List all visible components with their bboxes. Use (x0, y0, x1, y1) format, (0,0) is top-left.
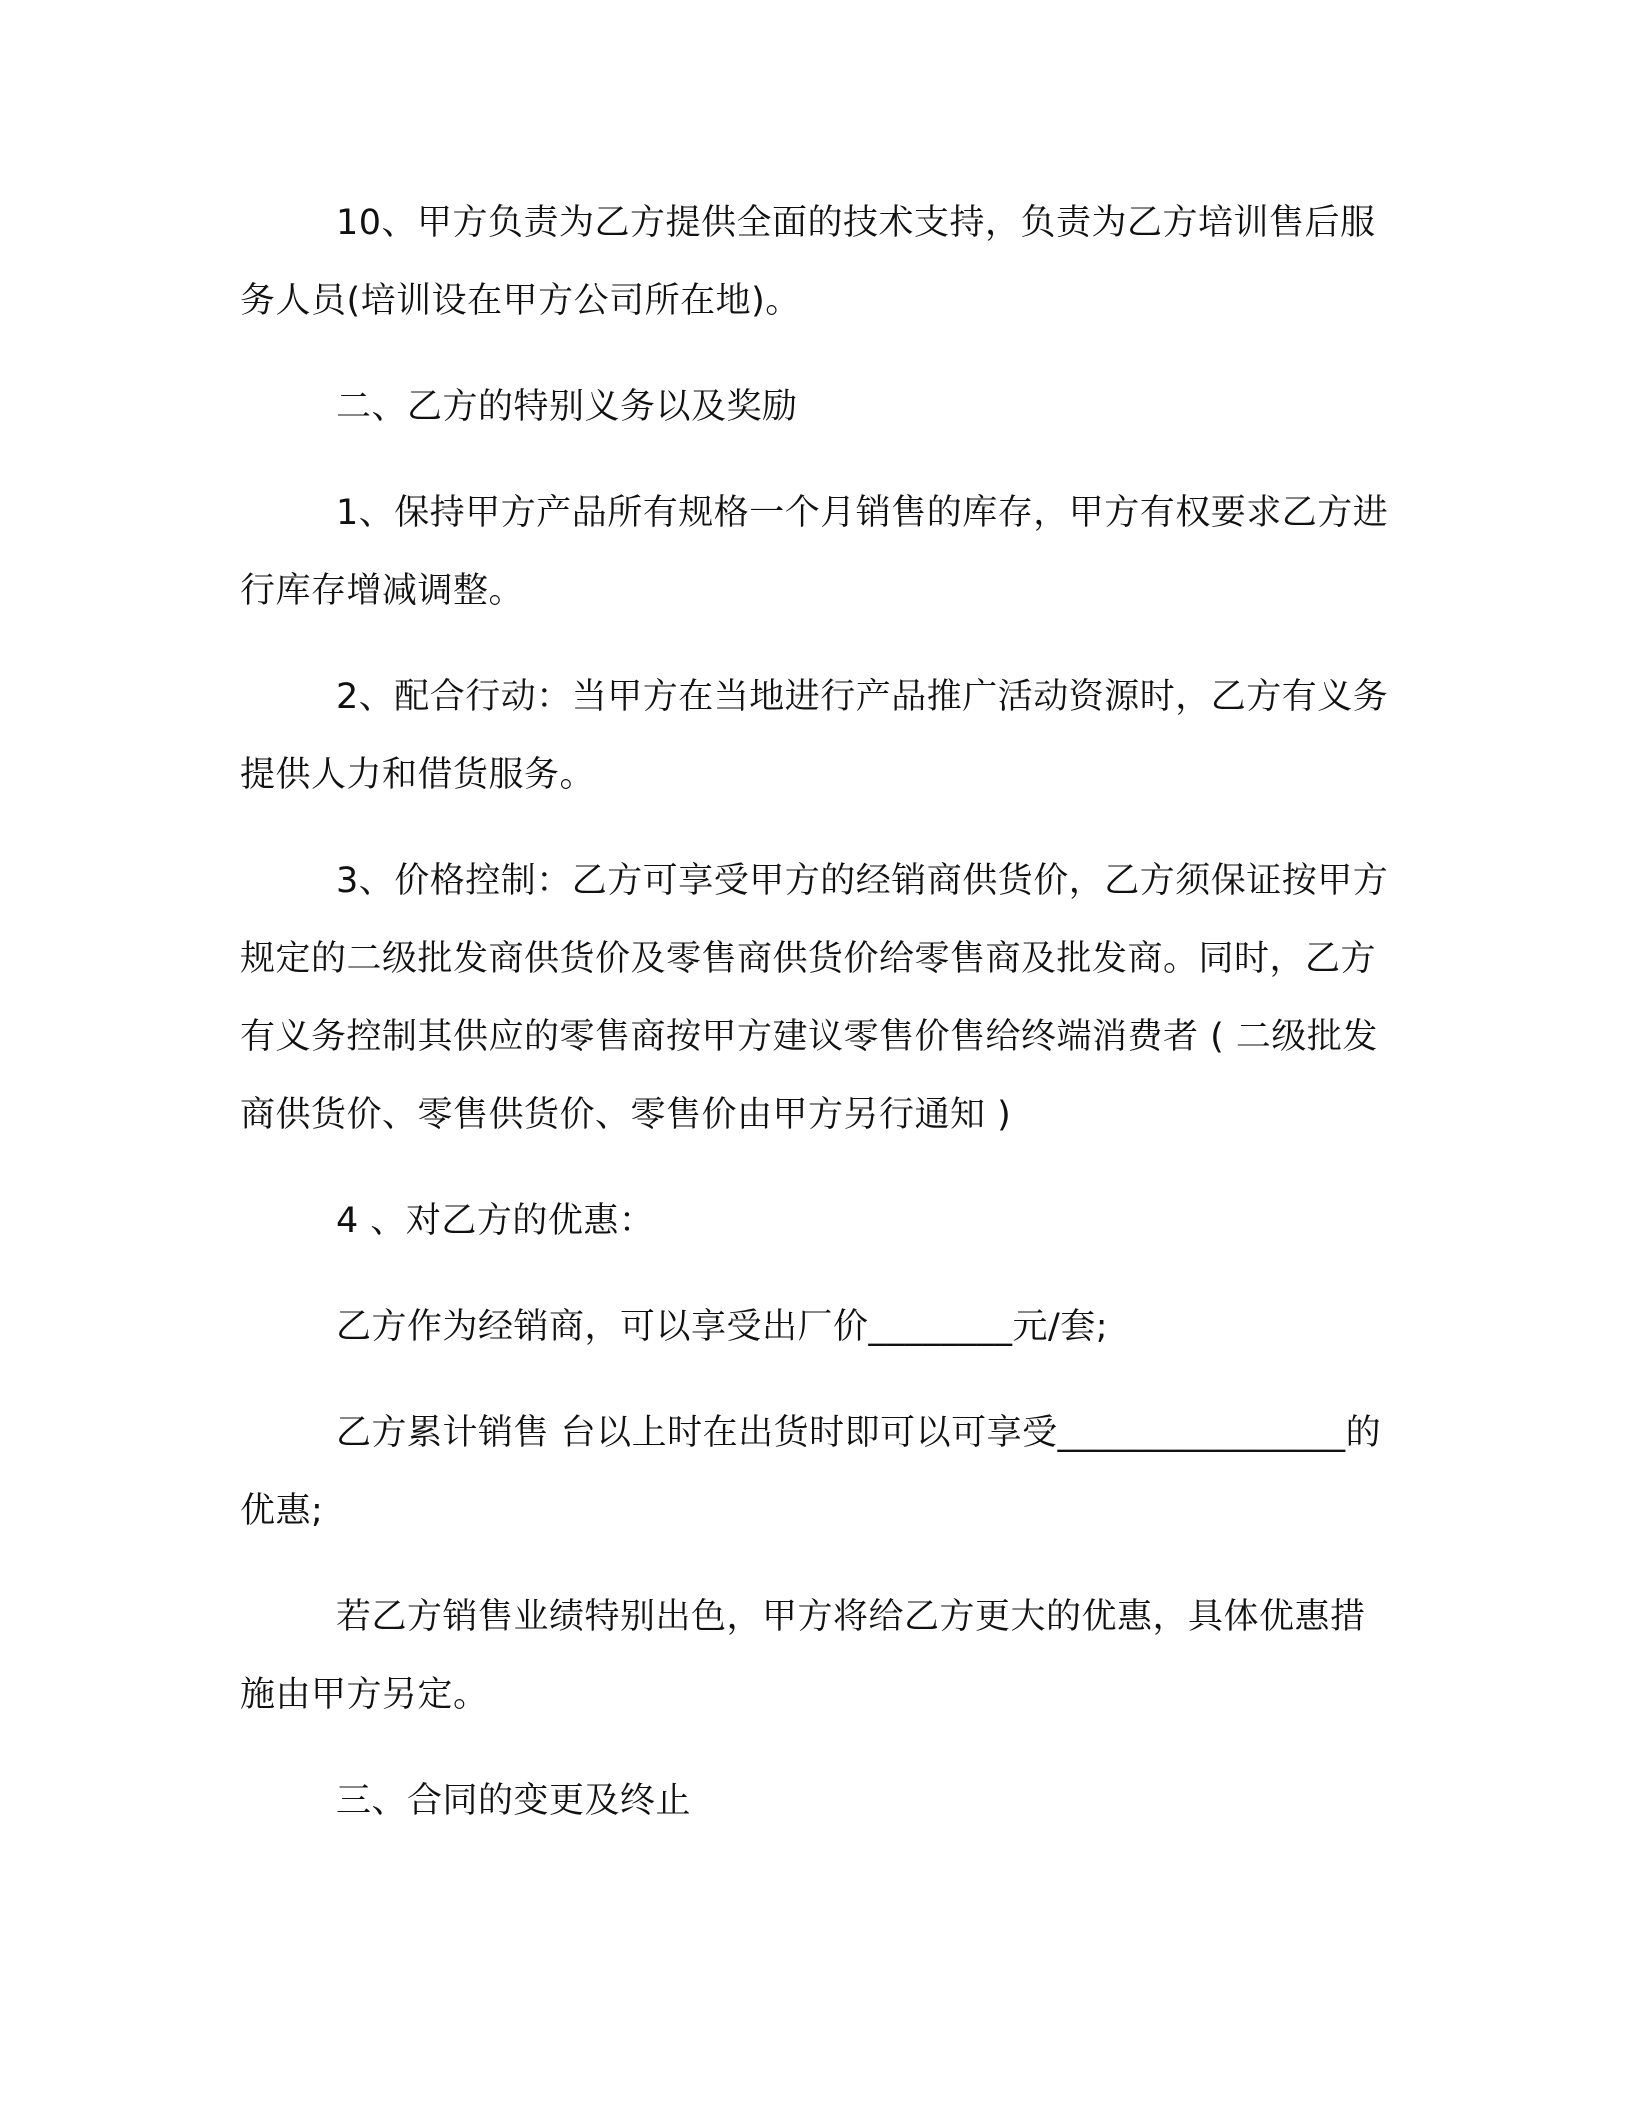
section-heading-3: 三、合同的变更及终止 (336, 1781, 692, 1821)
paragraph-gap (240, 630, 1392, 658)
paragraph-clause-10: 10、甲方负责为乙方提供全面的技术支持，负责为乙方培训售后服务人员(培训设在甲方公司所在地)。 (240, 203, 1376, 321)
paragraph-gap (240, 340, 1392, 368)
paragraph-gap (240, 1260, 1392, 1288)
paragraph-gap (240, 446, 1392, 474)
paragraph-obligation-1: 1、保持甲方产品所有规格一个月销售的库存，甲方有权要求乙方进行库存增减调整。 (240, 493, 1389, 611)
paragraph-discount-volume: 乙方累计销售 台以上时在出货时即可以可享受________________的优惠; (240, 1413, 1382, 1531)
paragraph-gap (240, 1154, 1392, 1182)
paragraph-obligation-3: 3、价格控制：乙方可享受甲方的经销商供货价，乙方须保证按甲方规定的二级批发商供货价及零售商供货价给零售商及批发商。同时，乙方有义务控制其供应的零售商按甲方建议零售价售给终端消费者 ( 二级批发商供货价、零售供货价、零售价由甲方另行通知 ) (240, 861, 1389, 1135)
paragraph-gap (240, 1366, 1392, 1394)
paragraph-obligation-4-heading: 4 、对乙方的优惠： (336, 1201, 655, 1241)
section-heading-2: 二、乙方的特别义务以及奖励 (336, 387, 798, 427)
document-body (240, 184, 1392, 1840)
paragraph-gap (240, 1550, 1392, 1578)
paragraph-discount-performance: 若乙方销售业绩特别出色，甲方将给乙方更大的优惠，具体优惠措施由甲方另定。 (240, 1597, 1366, 1715)
paragraph-gap (240, 814, 1392, 842)
paragraph-gap (240, 1734, 1392, 1762)
paragraph-obligation-2: 2、配合行动：当甲方在当地进行产品推广活动资源时，乙方有义务提供人力和借货服务。 (240, 677, 1389, 795)
paragraph-discount-price: 乙方作为经销商，可以享受出厂价________元/套; (336, 1307, 1109, 1347)
